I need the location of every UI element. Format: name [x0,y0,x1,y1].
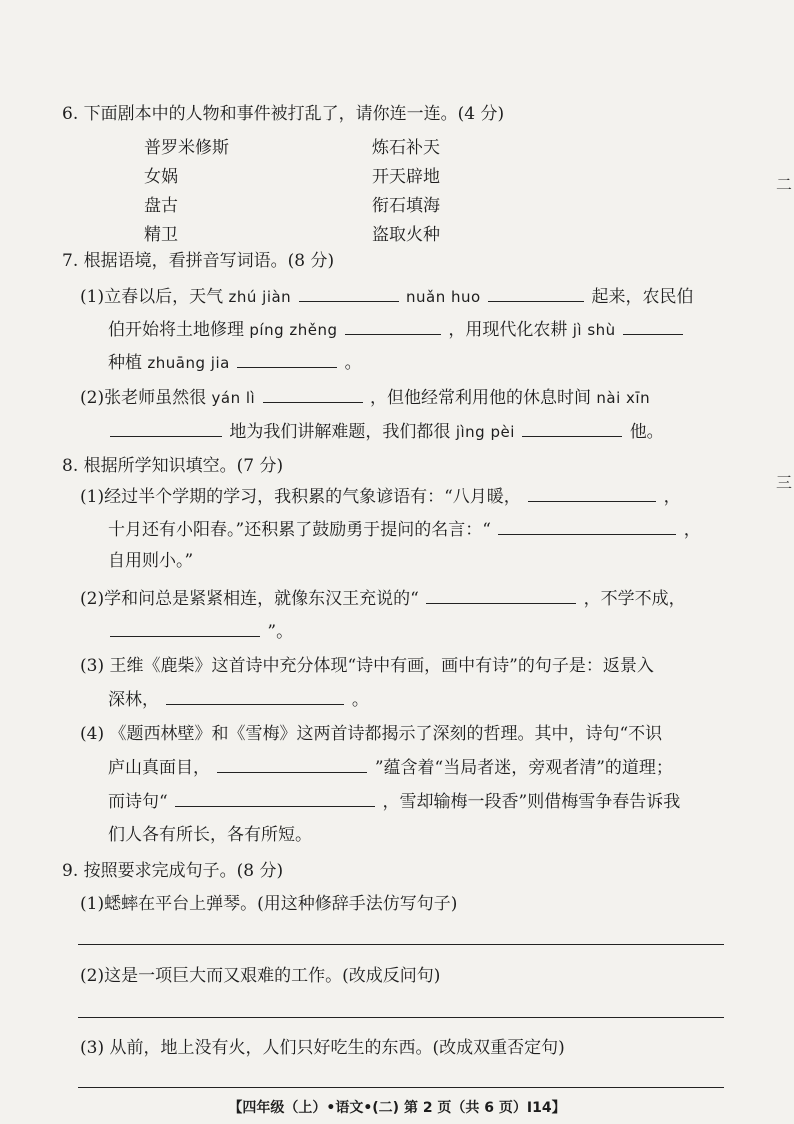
q6-right-item: 开天辟地 [372,167,440,187]
pinyin: píng zhěng [249,321,338,339]
answer-blank[interactable] [110,420,222,437]
q8-text: ”。 [267,622,294,642]
q8-text: ， [683,520,701,540]
pinyin: jìng pèi [455,423,515,441]
q8-text: ，不学不成， [583,589,686,609]
q8-s2-line2 [108,620,293,643]
q7-text: 地为我们讲解难题，我们都很 [229,422,451,442]
q8-s3-line1: (3) 王维《鹿柴》这首诗中充分体现“诗中有画，画中有诗”的句子是：返景入 [80,656,654,676]
q6-right-item: 衔石填海 [372,196,440,216]
answer-blank[interactable] [488,285,584,302]
q6-left-item: 精卫 [144,225,178,245]
q8-text: (1)经过半个学期的学习，我积累的气象谚语有：“八月暖， [80,487,521,507]
answer-blank[interactable] [217,756,367,773]
q6-left-item: 盘古 [144,196,178,216]
q8-s3-line2 [108,688,369,711]
edge-mark: 三 [776,473,793,492]
answer-blank[interactable] [426,587,576,604]
answer-blank[interactable] [263,386,363,403]
q6-right-item: 炼石补天 [372,138,440,158]
q7-text: 种植 [108,353,142,373]
q7-text: (2)张老师虽然很 [80,388,207,408]
answer-line[interactable] [78,1017,724,1018]
answer-blank[interactable] [299,285,399,302]
q8-text: (2)学和问总是紧紧相连，就像东汉王充说的“ [80,589,419,609]
page-footer: 【四年级（上）•语文•(二) 第 2 页（共 6 页）I14】 [228,1100,566,1116]
edge-mark: 二 [776,175,793,194]
q7-text: (1)立春以后，天气 [80,287,224,307]
q7-text: ，用现代化农耕 [448,320,568,340]
q8-text: ，雪却输梅一段香”则借梅雪争春告诉我 [382,792,681,812]
q7-text: 。 [344,353,362,373]
q7-text: 伯开始将土地修理 [108,320,244,340]
q8-text: ”蕴含着“当局者迷，旁观者清”的道理； [374,758,673,778]
answer-blank[interactable] [498,518,676,535]
answer-blank[interactable] [623,318,683,335]
q8-s1-line2 [108,518,701,541]
q8-text: ， [663,487,681,507]
answer-blank[interactable] [166,688,344,705]
q8-s2-line1 [80,587,686,610]
answer-blank[interactable] [345,318,441,335]
q7-part1-line2 [108,318,685,341]
q8-s1-line1 [80,485,681,508]
q8-s4-line3 [108,790,680,813]
answer-blank[interactable] [110,620,260,637]
q7-text: 起来，农民伯 [591,287,694,307]
q8-s1-line3: 自用则小。” [108,551,194,571]
q6-left-item: 普罗米修斯 [144,138,229,158]
pinyin: yán lì [211,389,256,407]
q8-text: 庐山真面目， [108,758,210,778]
q7-part1-line3 [108,351,362,374]
q9-s1: (1)蟋蟀在平台上弹琴。(用这种修辞手法仿写句子) [80,894,458,914]
q8-title: 8. 根据所学知识填空。(7 分) [62,456,284,476]
answer-line[interactable] [78,1087,724,1088]
answer-line[interactable] [78,944,724,945]
q7-part2-line1 [80,386,650,409]
q6-left-item: 女娲 [144,167,178,187]
q8-text: 。 [351,690,369,710]
q7-title: 7. 根据语境，看拼音写词语。(8 分) [62,251,335,271]
pinyin: jì shù [572,321,616,339]
q9-title: 9. 按照要求完成句子。(8 分) [62,861,284,881]
q9-s3: (3) 从前，地上没有火，人们只好吃生的东西。(改成双重否定句) [80,1038,565,1058]
pinyin: nuǎn huo [406,288,481,306]
q8-s4-line2 [108,756,673,779]
q6-title: 6. 下面剧本中的人物和事件被打乱了，请你连一连。(4 分) [62,104,505,124]
q8-text: 十月还有小阳春。”还积累了鼓励勇于提问的名言：“ [108,520,491,540]
answer-blank[interactable] [237,351,337,368]
q6-right-item: 盗取火种 [372,225,440,245]
q8-text: 而诗句“ [108,792,168,812]
q7-text: ，但他经常利用他的休息时间 [370,388,591,408]
q8-s4-line4: 们人各有所长，各有所短。 [108,825,312,845]
pinyin: zhuāng jia [147,354,230,372]
answer-blank[interactable] [528,485,656,502]
answer-blank[interactable] [175,790,375,807]
q7-part2-line2 [108,420,664,443]
pinyin: zhú jiàn [228,288,292,306]
q8-s4-line1: (4) 《题西林壁》和《雪梅》这两首诗都揭示了深刻的哲理。其中，诗句“不识 [80,724,663,744]
answer-blank[interactable] [522,420,622,437]
q8-text: 深林， [108,690,159,710]
pinyin: nài xīn [596,389,651,407]
q7-text: 他。 [629,422,664,442]
q9-s2: (2)这是一项巨大而又艰难的工作。(改成反问句) [80,966,441,986]
q7-part1-line1 [80,285,694,308]
